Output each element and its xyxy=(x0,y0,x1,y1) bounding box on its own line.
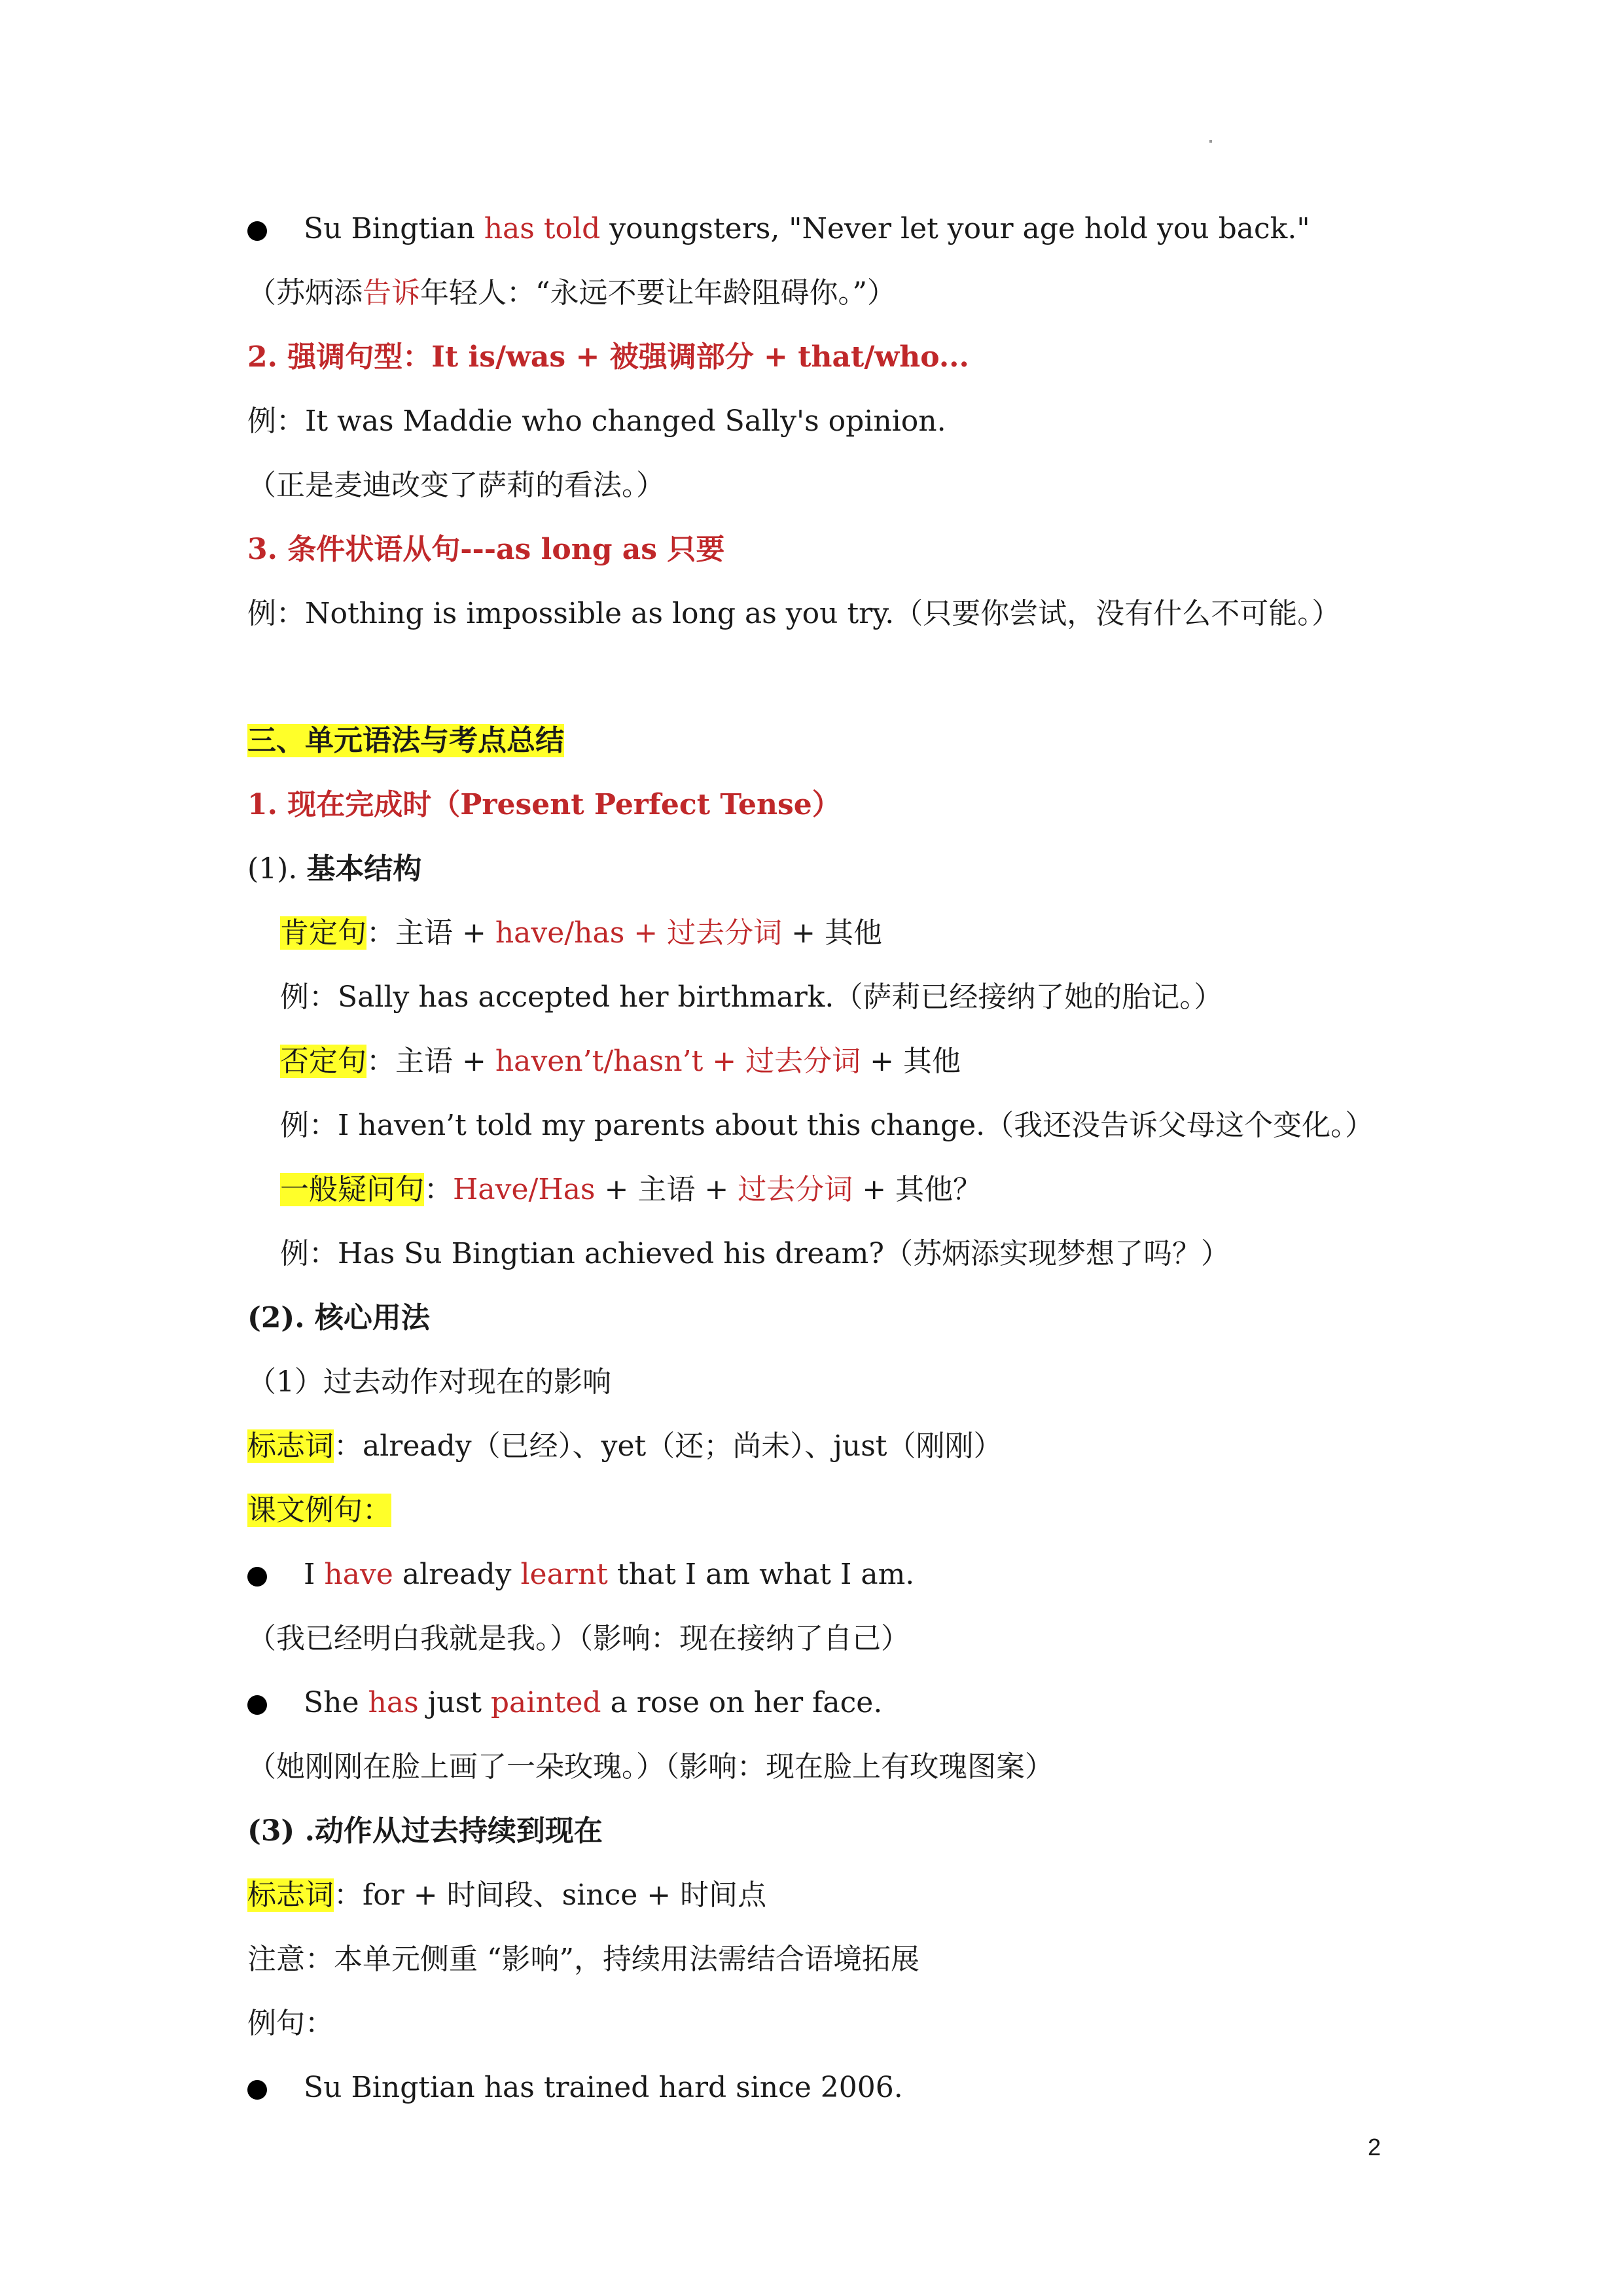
text-run: 三、单元语法与考点总结 xyxy=(247,724,564,757)
text-run: （1）过去动作对现在的影响 xyxy=(247,1365,611,1399)
text-run: painted xyxy=(490,1686,601,1719)
text-run: have xyxy=(324,1558,393,1591)
text-run: + 其他 xyxy=(782,916,882,950)
text-run: 例：It was Maddie who changed Sally's opinion. xyxy=(247,404,946,438)
text-run: 1. 现在完成时（Present Perfect Tense） xyxy=(247,788,841,821)
text-run: has xyxy=(368,1686,419,1719)
text-line xyxy=(304,2068,903,2108)
text-run: 3. 条件状语从句---as long as 只要 xyxy=(247,533,725,566)
bullet-icon xyxy=(247,2080,267,2100)
page-number: 2 xyxy=(1368,2134,1382,2161)
text-line xyxy=(247,1299,430,1338)
text-line xyxy=(280,1042,961,1081)
text-run: 标志词 xyxy=(247,1429,334,1463)
text-line xyxy=(247,1812,603,1851)
text-run: has told xyxy=(484,212,601,245)
text-line xyxy=(247,594,1340,634)
text-run: 过去分词 xyxy=(738,1173,853,1206)
text-line xyxy=(247,850,421,889)
text-line xyxy=(247,1491,391,1530)
text-run: haven’t/hasn’t + 过去分词 xyxy=(495,1045,861,1078)
text-run: 年轻人：“永远不要让年龄阻碍你。”） xyxy=(420,276,896,310)
text-run: （我已经明白我就是我。）（影响：现在接纳了自己） xyxy=(247,1622,910,1655)
text-line xyxy=(247,530,724,569)
text-run: （她刚刚在脸上画了一朵玫瑰。）（影响：现在脸上有玫瑰图案） xyxy=(247,1750,1054,1784)
text-line xyxy=(280,1170,982,1210)
text-run: have/has + 过去分词 xyxy=(495,916,783,950)
text-run: She xyxy=(304,1686,368,1719)
text-run: ： xyxy=(424,1173,453,1206)
text-run: already xyxy=(393,1558,521,1591)
text-run: 否定句 xyxy=(280,1045,366,1078)
text-run: I xyxy=(304,1558,325,1591)
text-run: (3) .动作从过去持续到现在 xyxy=(247,1814,603,1848)
text-run: that I am what I am. xyxy=(607,1558,915,1591)
text-line xyxy=(247,1876,766,1915)
scan-mark xyxy=(1209,140,1212,143)
text-run: 2. 强调句型：It is/was + 被强调部分 + that/who... xyxy=(247,340,969,374)
text-run: 课文例句： xyxy=(247,1494,391,1527)
text-run: + 其他？ xyxy=(853,1173,982,1206)
text-run: 肯定句 xyxy=(280,916,366,950)
text-run: （苏炳添 xyxy=(247,276,363,310)
bullet-icon xyxy=(247,221,267,241)
text-run: just xyxy=(418,1686,491,1719)
text-line xyxy=(304,1555,914,1594)
text-run: a rose on her face. xyxy=(601,1686,883,1719)
bullet-icon xyxy=(247,1695,267,1715)
text-line xyxy=(247,1940,919,1979)
text-run: Su Bingtian xyxy=(304,212,484,245)
text-run: （正是麦迪改变了萨莉的看法。） xyxy=(247,469,665,502)
text-line xyxy=(247,1619,910,1659)
text-line xyxy=(304,209,1310,249)
text-line xyxy=(247,466,665,505)
text-run: learnt xyxy=(520,1558,608,1591)
text-run: 告诉 xyxy=(363,276,420,310)
text-line xyxy=(247,1748,1054,1787)
text-run: (2). 核心用法 xyxy=(247,1301,430,1335)
text-line xyxy=(247,1363,611,1402)
text-run: ：already（已经）、yet（还；尚未）、just（刚刚） xyxy=(334,1429,1003,1463)
text-line xyxy=(247,274,896,313)
text-line xyxy=(280,978,1222,1017)
text-line xyxy=(247,721,564,761)
text-run: 例：Nothing is impossible as long as you try.（只要你尝试，没有什么不可能。） xyxy=(247,597,1341,630)
text-line xyxy=(280,1234,1230,1274)
text-run: (1). xyxy=(247,852,307,886)
text-run: 例：I haven’t told my parents about this change.（我还没告诉父母这个变化。） xyxy=(280,1109,1374,1142)
text-run: + 主语 + xyxy=(595,1173,738,1206)
text-run: + 其他 xyxy=(861,1045,961,1078)
text-run: Have/Has xyxy=(453,1173,596,1206)
text-line xyxy=(247,1427,1002,1466)
text-run: youngsters, "Never let your age hold you back." xyxy=(600,212,1310,245)
text-run: 基本结构 xyxy=(306,852,422,886)
bullet-icon xyxy=(247,1567,267,1587)
text-line xyxy=(247,2004,334,2043)
text-run: ：for + 时间段、since + 时间点 xyxy=(334,1878,767,1912)
text-line xyxy=(247,338,969,377)
text-run: ：主语 + xyxy=(366,1045,495,1078)
text-run: 一般疑问句 xyxy=(280,1173,424,1206)
text-run: 例：Has Su Bingtian achieved his dream?（苏炳添实现梦想了吗？） xyxy=(280,1237,1230,1270)
text-line xyxy=(280,914,882,953)
text-line xyxy=(280,1106,1374,1145)
text-run: 标志词 xyxy=(247,1878,334,1912)
text-run: ：主语 + xyxy=(366,916,495,950)
text-line xyxy=(247,785,841,825)
text-line xyxy=(304,1683,882,1723)
text-run: 注意：本单元侧重 “影响”，持续用法需结合语境拓展 xyxy=(247,1943,919,1976)
text-line xyxy=(247,402,946,441)
text-run: Su Bingtian has trained hard since 2006. xyxy=(304,2071,903,2104)
text-run: 例：Sally has accepted her birthmark.（萨莉已经接纳了她的胎记。） xyxy=(280,980,1223,1014)
text-run: 例句： xyxy=(247,2007,334,2040)
